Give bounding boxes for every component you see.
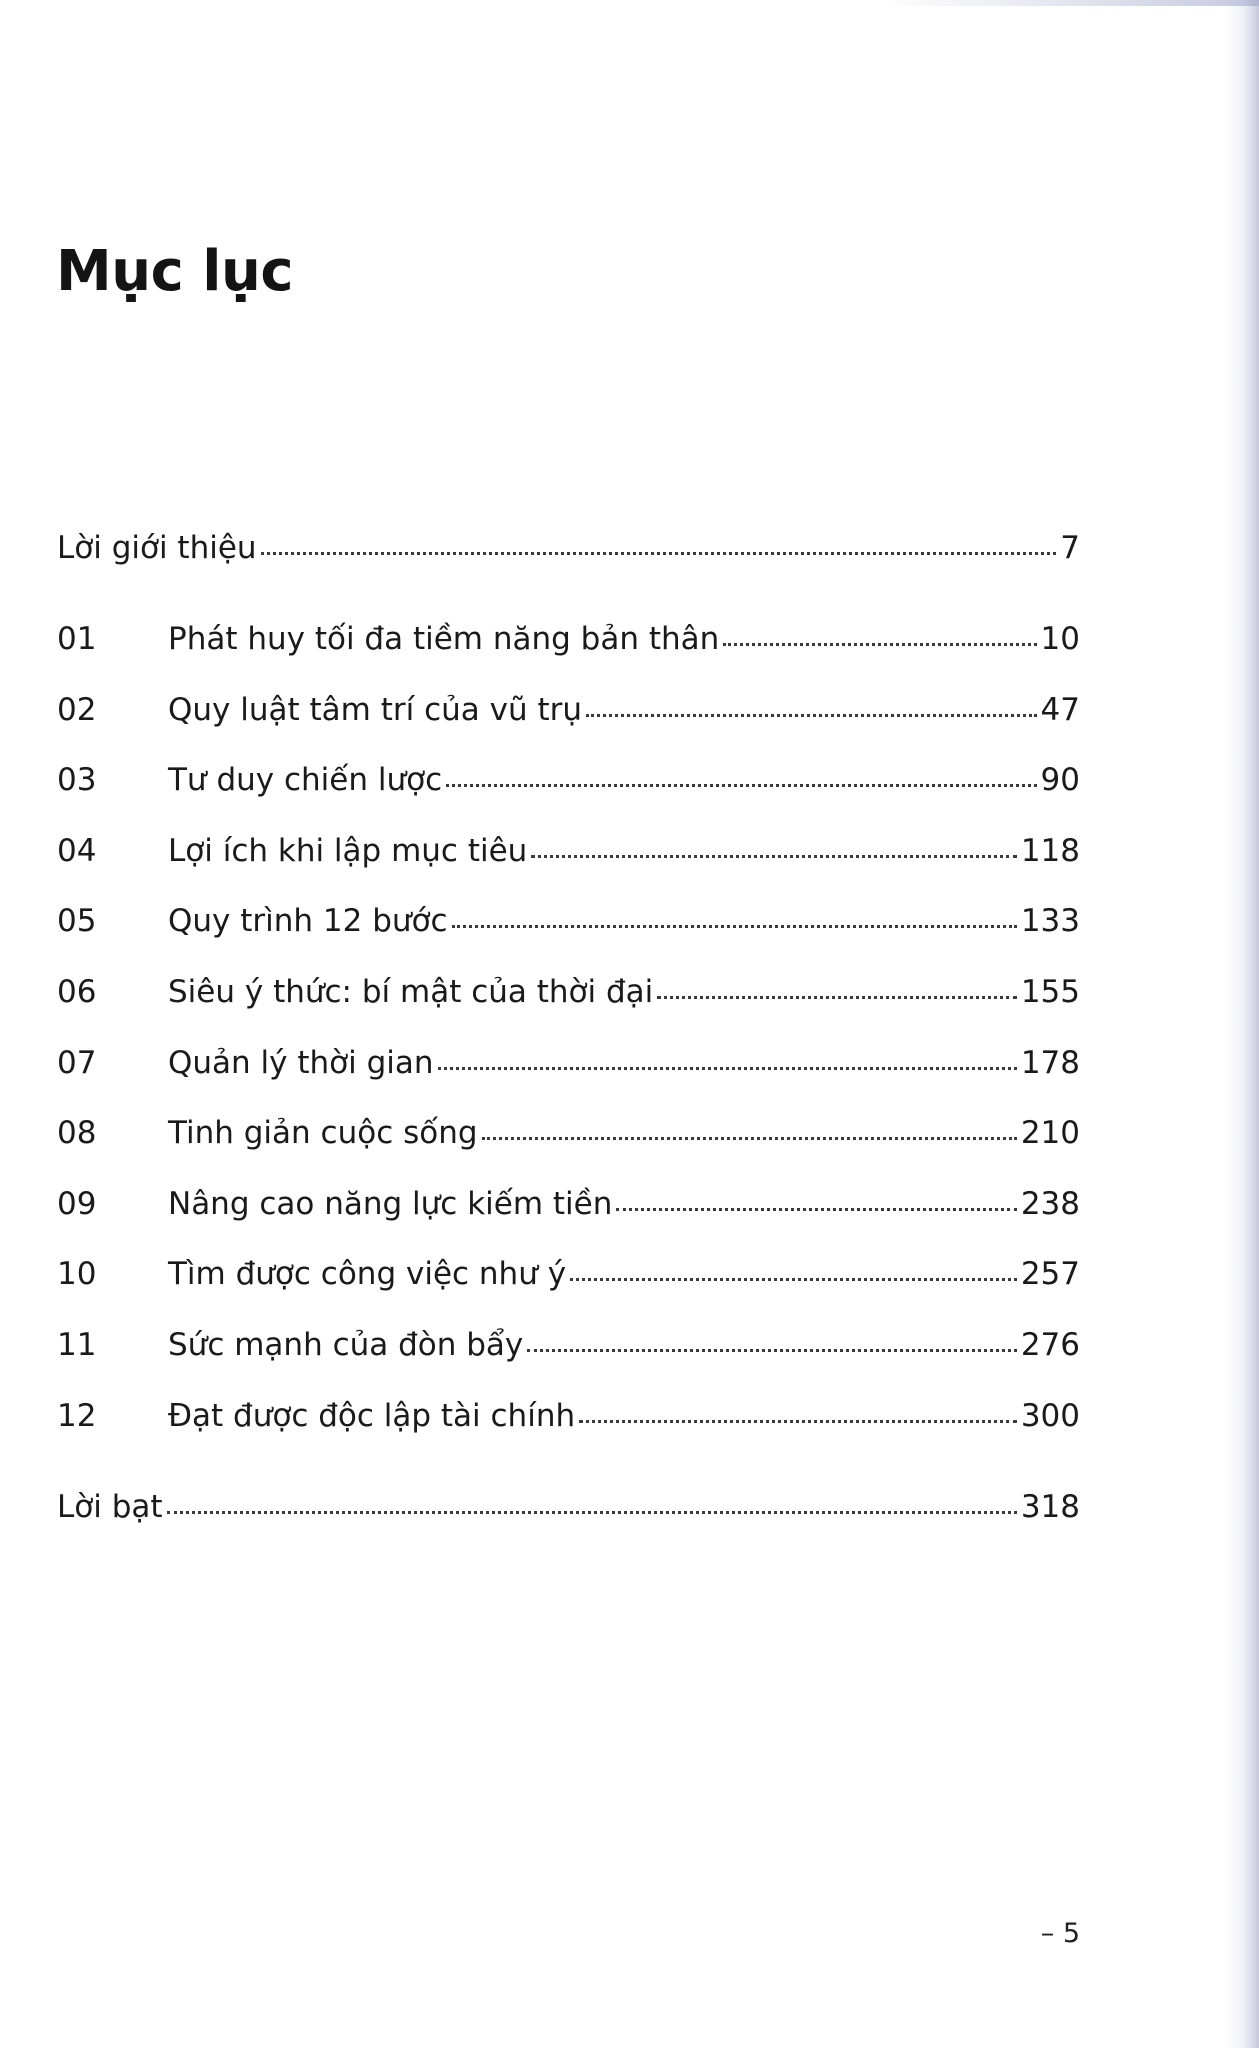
toc-entry-afterword <box>57 1485 1080 1529</box>
toc-leader-dots <box>657 996 1017 999</box>
toc-entry-page: 90 <box>1040 762 1080 798</box>
toc-entry-page: 133 <box>1020 903 1080 939</box>
toc-entry-intro <box>57 526 1080 570</box>
toc-leader-dots <box>446 784 1036 787</box>
toc-entry-page: 7 <box>1060 530 1080 566</box>
toc-entry-label: Tư duy chiến lược <box>168 762 443 798</box>
toc-chapter-number: 05 <box>57 903 97 939</box>
toc-entry-page: 118 <box>1020 833 1080 869</box>
toc-entry-chapter <box>57 617 1080 661</box>
toc-leader-dots <box>579 1420 1017 1423</box>
toc-entry-page: 276 <box>1020 1327 1080 1363</box>
toc-leader-dots <box>482 1137 1017 1140</box>
toc-entry-chapter <box>57 899 1080 943</box>
toc-entry-label: Quy luật tâm trí của vũ trụ <box>168 692 583 728</box>
toc-leader-dots <box>570 1278 1017 1281</box>
toc-chapter-number: 03 <box>57 762 97 798</box>
toc-entry-label: Đạt được độc lập tài chính <box>168 1398 576 1434</box>
toc-entry-chapter <box>57 1394 1080 1438</box>
page-title: Mục lục <box>56 239 294 304</box>
toc-leader-dots <box>586 714 1037 717</box>
toc-entry-page: 47 <box>1040 692 1080 728</box>
toc-leader-dots <box>531 855 1017 858</box>
toc-entry-label: Quy trình 12 bước <box>168 903 448 939</box>
scan-top-shadow <box>879 0 1259 6</box>
toc-chapter-number: 02 <box>57 692 97 728</box>
page-number: – 5 <box>1040 1918 1080 1949</box>
toc-entry-page: 238 <box>1020 1186 1080 1222</box>
toc-entry-chapter <box>57 1252 1080 1296</box>
toc-entry-label: Lời bạt <box>57 1489 163 1525</box>
toc-entry-page: 318 <box>1020 1489 1080 1525</box>
toc-leader-dots <box>452 925 1017 928</box>
toc-entry-chapter <box>57 758 1080 802</box>
toc-leader-dots <box>438 1067 1017 1070</box>
toc-entry-label: Nâng cao năng lực kiếm tiền <box>168 1186 613 1222</box>
toc-leader-dots <box>723 643 1036 646</box>
toc-leader-dots <box>167 1511 1017 1514</box>
toc-chapter-number: 06 <box>57 974 97 1010</box>
toc-entry-label: Quản lý thời gian <box>168 1045 434 1081</box>
scan-edge-shadow <box>1225 0 1259 2048</box>
toc-entry-chapter <box>57 1111 1080 1155</box>
toc-entry-label: Sức mạnh của đòn bẩy <box>168 1327 524 1363</box>
toc-chapter-number: 09 <box>57 1186 97 1222</box>
toc-entry-label: Tìm được công việc như ý <box>168 1256 567 1292</box>
toc-entry-chapter <box>57 1323 1080 1367</box>
toc-chapter-number: 01 <box>57 621 97 657</box>
toc-entry-chapter <box>57 1182 1080 1226</box>
toc-entry-chapter <box>57 1041 1080 1085</box>
toc-entry-page: 300 <box>1020 1398 1080 1434</box>
toc-entry-page: 257 <box>1020 1256 1080 1292</box>
toc-leader-dots <box>527 1349 1017 1352</box>
toc-entry-label: Lời giới thiệu <box>57 530 257 566</box>
toc-entry-page: 10 <box>1040 621 1080 657</box>
toc-entry-chapter <box>57 829 1080 873</box>
toc-entry-page: 155 <box>1020 974 1080 1010</box>
toc-leader-dots <box>616 1208 1016 1211</box>
toc-entry-label: Lợi ích khi lập mục tiêu <box>168 833 528 869</box>
toc-entry-chapter <box>57 688 1080 732</box>
toc-chapter-number: 11 <box>57 1327 97 1363</box>
toc-entry-chapter <box>57 970 1080 1014</box>
toc-leader-dots <box>261 552 1057 555</box>
toc-entry-page: 210 <box>1020 1115 1080 1151</box>
toc-entry-label: Tinh giản cuộc sống <box>168 1115 478 1151</box>
toc-entry-page: 178 <box>1020 1045 1080 1081</box>
toc-chapter-number: 10 <box>57 1256 97 1292</box>
toc-chapter-number: 12 <box>57 1398 97 1434</box>
toc-chapter-number: 08 <box>57 1115 97 1151</box>
toc-chapter-number: 07 <box>57 1045 97 1081</box>
toc-entry-label: Siêu ý thức: bí mật của thời đại <box>168 974 654 1010</box>
toc-entry-label: Phát huy tối đa tiềm năng bản thân <box>168 621 720 657</box>
toc-chapter-number: 04 <box>57 833 97 869</box>
